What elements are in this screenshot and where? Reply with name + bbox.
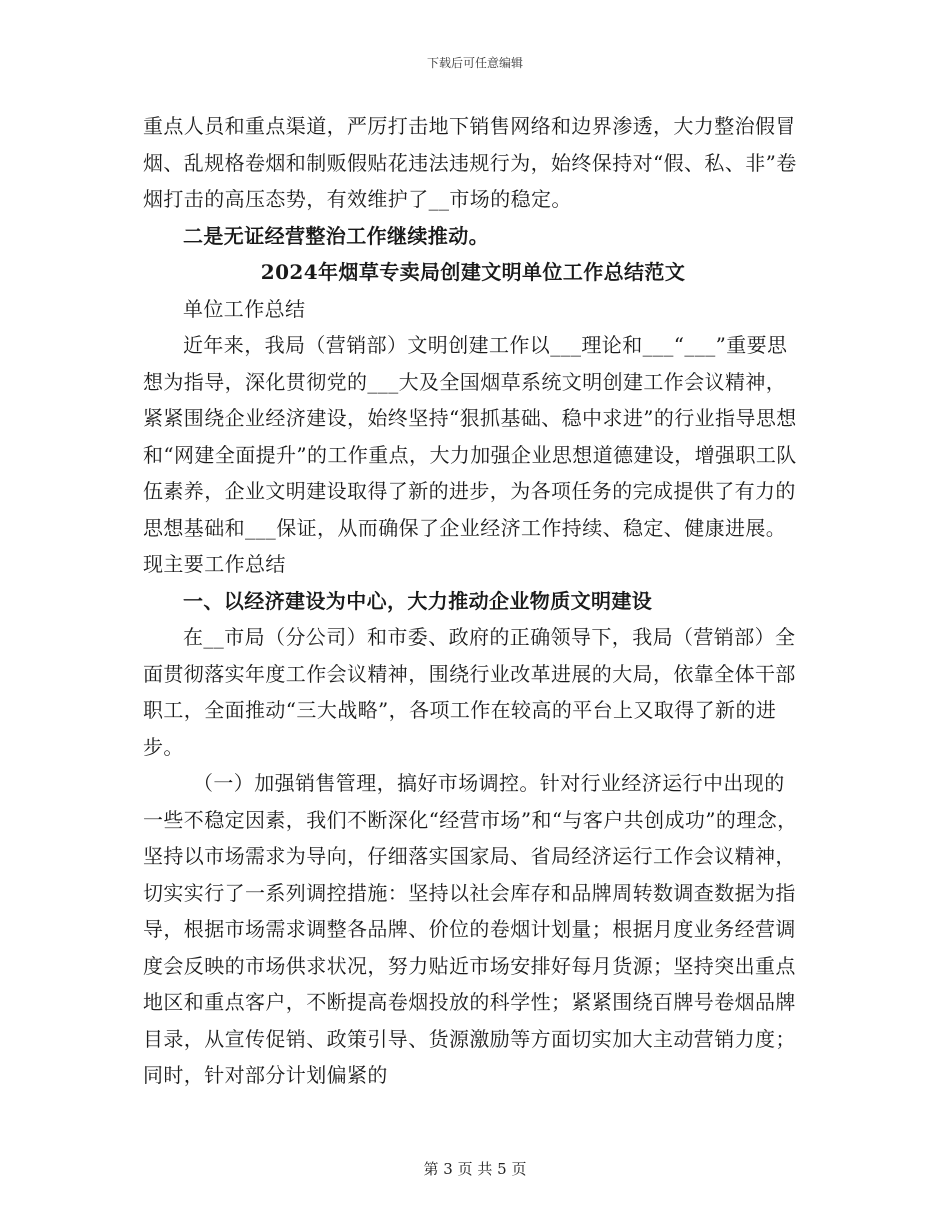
page-header: 下载后可任意编辑 xyxy=(426,56,523,70)
document-subtitle: 单位工作总结 xyxy=(183,296,306,321)
paragraph-intro: 近年来，我局（营销部）文明创建工作以___理论和___“___”重要思想为指导，深化贯彻党的___大及全国烟草系统文明创建工作会议精神，紧紧围绕企业经济建设，始终坚持“狠抓基础、稳中求进”的行业指导思想和“网建全面提升”的工作重点，大力加强企业思想道德建设，增强职工队伍素养，企业文明建设取得了新的进步，为各项任务的完成提供了有力的思想基础和___保证，从而确保了企业经济工作持续、稳定、健康进展。现主要工作总结 xyxy=(143,333,797,576)
section-heading-2: 二是无证经营整治工作继续推动。 xyxy=(183,223,489,248)
section-heading-1: 一、以经济建设为中心，大力推动企业物质文明建设 xyxy=(183,588,653,613)
paragraph-sales-management: （一）加强销售管理，搞好市场调控。针对行业经济运行中出现的一些不稳定因素，我们不断深化“经营市场”和“与客户共创成功”的理念，坚持以市场需求为导向，仔细落实国家局、省局经济运行工作会议精神，切实实行了一系列调控措施：坚持以社会库存和品牌周转数调查数据为指导，根据市场需求调整各品牌、价位的卷烟计划量；根据月度业务经营调度会反映的市场供求状况，努力贴近市场安排好每月货源；坚持突出重点地区和重点客户，不断提高卷烟投放的科学性；紧紧围绕百牌号卷烟品牌目录，从宣传促销、政策引导、货源激励等方面切实加大主动营销力度；同时，针对部分计划偏紧的 xyxy=(143,771,798,1087)
page-number: 第 3 页 共 5 页 xyxy=(423,1160,527,1178)
document-title: 2024年烟草专卖局创建文明单位工作总结范文 xyxy=(260,260,686,284)
paragraph-continued: 重点人员和重点渠道，严厉打击地下销售网络和边界渗透，大力整治假冒烟、乱规格卷烟和制贩假贴花违法违规行为，始终保持对“假、私、非”卷烟打击的高压态势，有效维护了__市场的稳定。 xyxy=(143,114,797,211)
paragraph-leadership: 在__市局（分公司）和市委、政府的正确领导下，我局（营销部）全面贯彻落实年度工作会议精神，围绕行业改革进展的大局，依靠全体干部职工，全面推动“三大战略”，各项工作在较高的平台上又取得了新的进步。 xyxy=(143,625,796,759)
document-body xyxy=(143,108,803,1094)
